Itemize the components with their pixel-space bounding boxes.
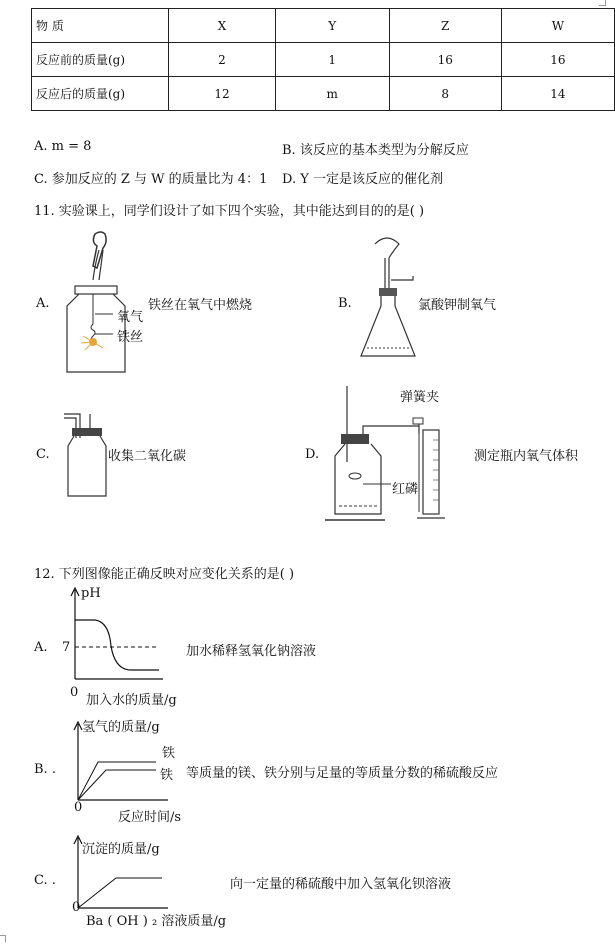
q12-a-xlabel: 加入水的质量/g: [86, 693, 177, 708]
q12-c-origin: 0: [72, 900, 81, 915]
q12-a-letter: A.: [34, 640, 48, 655]
page-corner-mark: [0, 935, 6, 942]
q11-b-caption: 氯酸钾制氧气: [418, 298, 497, 313]
q11-a-caption: 铁丝在氧气中燃烧: [148, 298, 253, 313]
table-cell: Y: [275, 9, 389, 43]
q12-c-letter: C. .: [34, 873, 56, 888]
q10-option-d: D. Y 一定是该反应的催化剂: [282, 172, 443, 187]
q11-a-letter: A.: [36, 296, 50, 311]
q12-b-caption: 等质量的镁、铁分别与足量的等质量分数的稀硫酸反应: [186, 766, 499, 781]
q12-c-ylabel: 沉淀的质量/g: [82, 842, 160, 857]
q11-a-label-iron: 铁丝: [117, 330, 144, 345]
table-cell: 反应后的质量(g): [32, 77, 169, 111]
iron-wire-oxygen-apparatus: [55, 228, 145, 376]
q12-b-xlabel: 反应时间/s: [118, 810, 182, 825]
q10-option-b: B. 该反应的基本类型为分解反应: [282, 143, 469, 158]
table-cell: 1: [275, 43, 389, 77]
q11-stem: 11. 实验课上，同学们设计了如下四个实验，其中能达到目的的是( ): [34, 204, 425, 219]
table-cell: 16: [501, 43, 614, 77]
q10-option-a: A. m = 8: [34, 139, 92, 154]
oxygen-volume-apparatus: [325, 384, 465, 524]
q12-c-caption: 向一定量的稀硫酸中加入氢氧化钡溶液: [230, 877, 452, 892]
q10-option-c: C. 参加反应的 Z 与 W 的质量比为 4：1: [34, 172, 268, 187]
table-cell: Z: [389, 9, 501, 43]
q12-b-line1-label: 铁: [162, 746, 176, 761]
potassium-chlorate-apparatus: [355, 236, 425, 364]
q12-a-origin: 0: [70, 685, 79, 700]
table-cell: X: [169, 9, 275, 43]
table-cell: 物 质: [32, 9, 169, 43]
page-corner-mark: [599, 0, 606, 6]
q12-a-ref: 7: [62, 640, 71, 655]
table-cell: W: [501, 9, 614, 43]
table-cell: 14: [501, 77, 614, 111]
q12-b-line2-label: 铁: [160, 768, 174, 783]
table-row: [32, 9, 615, 43]
q11-c-letter: C.: [36, 447, 50, 462]
table-cell: 8: [389, 77, 501, 111]
q12-b-ylabel: 氢气的质量/g: [82, 720, 160, 735]
q11-c-caption: 收集二氧化碳: [108, 449, 187, 464]
q11-d-label-clamp: 弹簧夹: [400, 390, 440, 405]
q11-d-caption: 测定瓶内氧气体积: [474, 449, 579, 464]
q12-a-graph: [55, 584, 165, 684]
q11-a-label-oxygen: 氧气: [117, 310, 144, 325]
table-cell: 反应前的质量(g): [32, 43, 169, 77]
q11-d-label-phosphorus: 红磷: [392, 482, 419, 497]
q11-b-letter: B.: [338, 296, 352, 311]
q12-b-letter: B. .: [34, 762, 56, 777]
q12-a-ylabel: pH: [81, 586, 101, 601]
table-row: [32, 77, 615, 111]
q11-d-letter: D.: [305, 447, 320, 462]
q12-a-caption: 加水稀释氢氧化钠溶液: [186, 644, 317, 659]
q12-stem: 12. 下列图像能正确反映对应变化关系的是( ): [34, 567, 295, 582]
table-row: [32, 43, 615, 77]
q12-b-origin: 0: [74, 800, 83, 815]
table-cell: 2: [169, 43, 275, 77]
co2-collection-bottle: [60, 410, 112, 500]
q12-c-xlabel: Ba ( OH ) ₂ 溶液质量/g: [86, 914, 227, 929]
mass-table: [31, 8, 615, 111]
table-cell: 12: [169, 77, 275, 111]
table-cell: m: [275, 77, 389, 111]
table-cell: 16: [389, 43, 501, 77]
